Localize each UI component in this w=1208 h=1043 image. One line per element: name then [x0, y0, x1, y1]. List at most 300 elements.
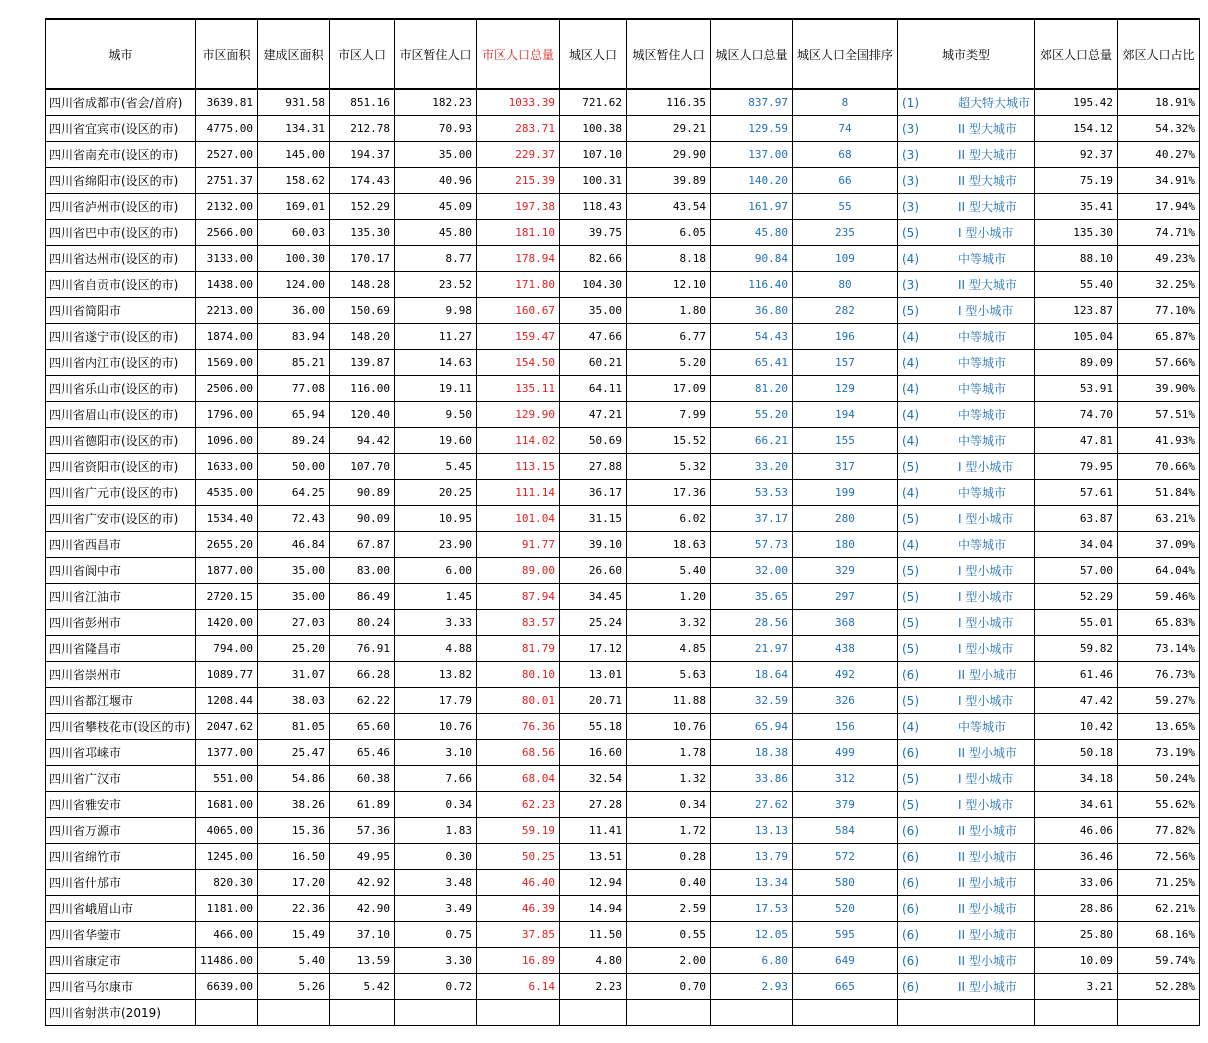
cell-city-total-pop[interactable]: 137.00	[710, 142, 792, 168]
cell-city-type[interactable]	[898, 220, 1035, 246]
cell-urban-pop[interactable]: 212.78	[329, 116, 394, 142]
cell-city[interactable]: 四川省内江市(设区的市)	[46, 350, 196, 376]
cell-built-area[interactable]: 38.03	[257, 688, 329, 714]
cell-suburb-ratio[interactable]: 64.04%	[1118, 558, 1200, 584]
cell-area[interactable]: 1877.00	[196, 558, 258, 584]
cell-city-total-pop[interactable]: 90.84	[710, 246, 792, 272]
cell-city-temp-pop[interactable]: 5.40	[626, 558, 710, 584]
cell-city-temp-pop[interactable]: 3.32	[626, 610, 710, 636]
cell-city-total-pop[interactable]: 35.65	[710, 584, 792, 610]
cell-city-total-pop[interactable]: 36.80	[710, 298, 792, 324]
cell-city-total-pop[interactable]: 837.97	[710, 89, 792, 116]
cell-suburb-pop[interactable]: 59.82	[1035, 636, 1118, 662]
cell-city-type[interactable]	[898, 272, 1035, 298]
cell-urban-pop[interactable]: 107.70	[329, 454, 394, 480]
cell-city-temp-pop[interactable]: 4.85	[626, 636, 710, 662]
cell-total-pop[interactable]: 229.37	[476, 142, 559, 168]
header-city-pop[interactable]: 城区人口	[559, 19, 626, 89]
cell-suburb-ratio[interactable]: 57.51%	[1118, 402, 1200, 428]
cell-area[interactable]: 2132.00	[196, 194, 258, 220]
cell-urban-pop[interactable]: 135.30	[329, 220, 394, 246]
cell-city-total-pop[interactable]: 32.59	[710, 688, 792, 714]
cell-city[interactable]: 四川省泸州市(设区的市)	[46, 194, 196, 220]
cell-area[interactable]: 820.30	[196, 870, 258, 896]
cell-total-pop[interactable]: 135.11	[476, 376, 559, 402]
cell-suburb-ratio[interactable]: 50.24%	[1118, 766, 1200, 792]
cell-city-type[interactable]	[898, 376, 1035, 402]
cell-city-type[interactable]	[898, 324, 1035, 350]
cell-total-pop[interactable]: 113.15	[476, 454, 559, 480]
cell-national-rank[interactable]: 235	[792, 220, 897, 246]
cell-national-rank[interactable]: 438	[792, 636, 897, 662]
cell-built-area[interactable]: 100.30	[257, 246, 329, 272]
cell-national-rank[interactable]: 329	[792, 558, 897, 584]
cell-area[interactable]: 1874.00	[196, 324, 258, 350]
cell-area[interactable]: 1377.00	[196, 740, 258, 766]
cell-city-pop[interactable]: 107.10	[559, 142, 626, 168]
header-city-temp-pop[interactable]: 城区暂住人口	[626, 19, 710, 89]
cell-city-type[interactable]	[898, 688, 1035, 714]
cell-temp-pop[interactable]: 1.45	[394, 584, 476, 610]
cell-city-type[interactable]	[898, 896, 1035, 922]
cell-urban-pop[interactable]: 42.90	[329, 896, 394, 922]
cell-urban-pop[interactable]: 194.37	[329, 142, 394, 168]
cell-city-total-pop[interactable]: 66.21	[710, 428, 792, 454]
cell-city-temp-pop[interactable]: 10.76	[626, 714, 710, 740]
cell-built-area[interactable]: 46.84	[257, 532, 329, 558]
cell-suburb-ratio[interactable]: 18.91%	[1118, 89, 1200, 116]
cell-national-rank[interactable]: 499	[792, 740, 897, 766]
cell-city-type[interactable]	[898, 142, 1035, 168]
cell-urban-pop[interactable]: 62.22	[329, 688, 394, 714]
cell-city-type[interactable]	[898, 428, 1035, 454]
cell-city-pop[interactable]: 16.60	[559, 740, 626, 766]
cell-national-rank[interactable]: 155	[792, 428, 897, 454]
cell-built-area[interactable]: 85.21	[257, 350, 329, 376]
cell-area[interactable]: 2506.00	[196, 376, 258, 402]
cell-city-type[interactable]	[898, 168, 1035, 194]
cell-area[interactable]: 2566.00	[196, 220, 258, 246]
cell-city[interactable]: 四川省隆昌市	[46, 636, 196, 662]
cell-city-type[interactable]	[898, 558, 1035, 584]
cell-urban-pop[interactable]: 90.89	[329, 480, 394, 506]
cell-area[interactable]: 1569.00	[196, 350, 258, 376]
cell-national-rank[interactable]: 492	[792, 662, 897, 688]
cell-national-rank[interactable]: 580	[792, 870, 897, 896]
cell-national-rank[interactable]: 199	[792, 480, 897, 506]
cell-suburb-ratio[interactable]: 76.73%	[1118, 662, 1200, 688]
cell-suburb-ratio[interactable]: 34.91%	[1118, 168, 1200, 194]
cell-suburb-ratio[interactable]: 52.28%	[1118, 974, 1200, 1000]
cell-area[interactable]: 4775.00	[196, 116, 258, 142]
cell-total-pop[interactable]: 68.56	[476, 740, 559, 766]
cell-suburb-pop[interactable]: 75.19	[1035, 168, 1118, 194]
cell-city-total-pop[interactable]: 53.53	[710, 480, 792, 506]
cell-urban-pop[interactable]: 60.38	[329, 766, 394, 792]
cell-city-temp-pop[interactable]: 12.10	[626, 272, 710, 298]
cell-area[interactable]: 1633.00	[196, 454, 258, 480]
cell-urban-pop[interactable]: 37.10	[329, 922, 394, 948]
cell-city-type[interactable]	[898, 480, 1035, 506]
cell-total-pop[interactable]: 1033.39	[476, 89, 559, 116]
cell-city-temp-pop[interactable]: 29.21	[626, 116, 710, 142]
cell-total-pop[interactable]: 37.85	[476, 922, 559, 948]
cell-city[interactable]: 四川省邛崃市	[46, 740, 196, 766]
cell-total-pop[interactable]: 81.79	[476, 636, 559, 662]
cell-suburb-pop[interactable]: 154.12	[1035, 116, 1118, 142]
cell-urban-pop[interactable]: 65.60	[329, 714, 394, 740]
cell-urban-pop[interactable]: 150.69	[329, 298, 394, 324]
cell-city-type[interactable]	[898, 818, 1035, 844]
cell-built-area[interactable]: 50.00	[257, 454, 329, 480]
cell-national-rank[interactable]: 74	[792, 116, 897, 142]
cell-total-pop[interactable]: 83.57	[476, 610, 559, 636]
header-temp-pop[interactable]: 市区暂住人口	[394, 19, 476, 89]
cell-city-pop[interactable]: 82.66	[559, 246, 626, 272]
cell-built-area[interactable]	[257, 1000, 329, 1026]
cell-temp-pop[interactable]: 1.83	[394, 818, 476, 844]
cell-area[interactable]: 1208.44	[196, 688, 258, 714]
cell-national-rank[interactable]: 572	[792, 844, 897, 870]
cell-city-temp-pop[interactable]: 6.02	[626, 506, 710, 532]
cell-suburb-ratio[interactable]	[1118, 1000, 1200, 1026]
cell-city-type[interactable]	[898, 610, 1035, 636]
cell-suburb-ratio[interactable]: 59.46%	[1118, 584, 1200, 610]
cell-city-total-pop[interactable]: 57.73	[710, 532, 792, 558]
cell-area[interactable]: 1181.00	[196, 896, 258, 922]
cell-city-type[interactable]	[898, 584, 1035, 610]
cell-total-pop[interactable]: 171.80	[476, 272, 559, 298]
cell-city-pop[interactable]: 13.51	[559, 844, 626, 870]
cell-national-rank[interactable]: 109	[792, 246, 897, 272]
cell-city[interactable]: 四川省阆中市	[46, 558, 196, 584]
cell-built-area[interactable]: 35.00	[257, 558, 329, 584]
cell-city-pop[interactable]: 11.41	[559, 818, 626, 844]
cell-city-total-pop[interactable]: 32.00	[710, 558, 792, 584]
cell-urban-pop[interactable]: 170.17	[329, 246, 394, 272]
cell-city[interactable]: 四川省德阳市(设区的市)	[46, 428, 196, 454]
cell-city-pop[interactable]: 100.38	[559, 116, 626, 142]
cell-area[interactable]: 466.00	[196, 922, 258, 948]
header-suburb-pop[interactable]: 郊区人口总量	[1035, 19, 1118, 89]
cell-suburb-pop[interactable]: 3.21	[1035, 974, 1118, 1000]
header-city-type[interactable]: 城市类型	[898, 19, 1035, 89]
cell-city-type[interactable]	[898, 194, 1035, 220]
cell-area[interactable]: 2213.00	[196, 298, 258, 324]
cell-temp-pop[interactable]: 45.80	[394, 220, 476, 246]
cell-national-rank[interactable]: 129	[792, 376, 897, 402]
cell-suburb-ratio[interactable]: 77.82%	[1118, 818, 1200, 844]
cell-city[interactable]: 四川省彭州市	[46, 610, 196, 636]
cell-total-pop[interactable]: 101.04	[476, 506, 559, 532]
cell-city-pop[interactable]: 47.66	[559, 324, 626, 350]
cell-urban-pop[interactable]: 90.09	[329, 506, 394, 532]
cell-temp-pop[interactable]	[394, 1000, 476, 1026]
cell-city-total-pop[interactable]: 2.93	[710, 974, 792, 1000]
cell-city-temp-pop[interactable]: 1.20	[626, 584, 710, 610]
cell-city-temp-pop[interactable]: 116.35	[626, 89, 710, 116]
header-urban-pop[interactable]: 市区人口	[329, 19, 394, 89]
cell-suburb-ratio[interactable]: 17.94%	[1118, 194, 1200, 220]
cell-area[interactable]: 551.00	[196, 766, 258, 792]
cell-urban-pop[interactable]: 139.87	[329, 350, 394, 376]
cell-city-type[interactable]	[898, 454, 1035, 480]
cell-city[interactable]: 四川省乐山市(设区的市)	[46, 376, 196, 402]
cell-suburb-pop[interactable]: 53.91	[1035, 376, 1118, 402]
cell-city-type[interactable]	[898, 792, 1035, 818]
header-city-total-pop[interactable]: 城区人口总量	[710, 19, 792, 89]
cell-city-pop[interactable]: 64.11	[559, 376, 626, 402]
cell-temp-pop[interactable]: 0.75	[394, 922, 476, 948]
cell-built-area[interactable]: 16.50	[257, 844, 329, 870]
cell-built-area[interactable]: 124.00	[257, 272, 329, 298]
header-national-rank[interactable]: 城区人口全国排序	[792, 19, 897, 89]
cell-built-area[interactable]: 72.43	[257, 506, 329, 532]
cell-built-area[interactable]: 145.00	[257, 142, 329, 168]
cell-suburb-pop[interactable]: 25.80	[1035, 922, 1118, 948]
cell-suburb-pop[interactable]: 63.87	[1035, 506, 1118, 532]
cell-city[interactable]: 四川省什邡市	[46, 870, 196, 896]
cell-city[interactable]: 四川省崇州市	[46, 662, 196, 688]
cell-city-total-pop[interactable]: 17.53	[710, 896, 792, 922]
cell-built-area[interactable]: 38.26	[257, 792, 329, 818]
cell-city-type[interactable]	[898, 402, 1035, 428]
cell-city-pop[interactable]: 13.01	[559, 662, 626, 688]
cell-national-rank[interactable]: 80	[792, 272, 897, 298]
cell-suburb-pop[interactable]: 10.42	[1035, 714, 1118, 740]
cell-national-rank[interactable]: 312	[792, 766, 897, 792]
cell-national-rank[interactable]: 180	[792, 532, 897, 558]
cell-area[interactable]: 3639.81	[196, 89, 258, 116]
cell-city[interactable]: 四川省成都市(省会/首府)	[46, 89, 196, 116]
cell-urban-pop[interactable]: 76.91	[329, 636, 394, 662]
cell-total-pop[interactable]: 16.89	[476, 948, 559, 974]
cell-national-rank[interactable]	[792, 1000, 897, 1026]
cell-urban-pop[interactable]: 94.42	[329, 428, 394, 454]
cell-city-type[interactable]	[898, 350, 1035, 376]
cell-built-area[interactable]: 158.62	[257, 168, 329, 194]
cell-city-pop[interactable]: 27.28	[559, 792, 626, 818]
cell-city[interactable]: 四川省峨眉山市	[46, 896, 196, 922]
cell-urban-pop[interactable]: 851.16	[329, 89, 394, 116]
cell-national-rank[interactable]: 297	[792, 584, 897, 610]
cell-city[interactable]: 四川省华蓥市	[46, 922, 196, 948]
cell-suburb-ratio[interactable]: 63.21%	[1118, 506, 1200, 532]
cell-urban-pop[interactable]: 42.92	[329, 870, 394, 896]
cell-urban-pop[interactable]	[329, 1000, 394, 1026]
cell-city[interactable]: 四川省江油市	[46, 584, 196, 610]
cell-city-pop[interactable]: 60.21	[559, 350, 626, 376]
cell-total-pop[interactable]: 283.71	[476, 116, 559, 142]
cell-built-area[interactable]: 36.00	[257, 298, 329, 324]
cell-city-type[interactable]	[898, 766, 1035, 792]
cell-temp-pop[interactable]: 4.88	[394, 636, 476, 662]
cell-city-type[interactable]	[898, 1000, 1035, 1026]
cell-area[interactable]: 794.00	[196, 636, 258, 662]
cell-urban-pop[interactable]: 80.24	[329, 610, 394, 636]
cell-built-area[interactable]: 27.03	[257, 610, 329, 636]
cell-built-area[interactable]: 15.36	[257, 818, 329, 844]
cell-urban-pop[interactable]: 61.89	[329, 792, 394, 818]
cell-suburb-pop[interactable]: 55.01	[1035, 610, 1118, 636]
cell-suburb-ratio[interactable]: 65.87%	[1118, 324, 1200, 350]
cell-suburb-pop[interactable]: 55.40	[1035, 272, 1118, 298]
cell-temp-pop[interactable]: 3.48	[394, 870, 476, 896]
cell-city-temp-pop[interactable]: 0.70	[626, 974, 710, 1000]
cell-built-area[interactable]: 65.94	[257, 402, 329, 428]
cell-area[interactable]: 1534.40	[196, 506, 258, 532]
cell-area[interactable]: 2751.37	[196, 168, 258, 194]
cell-city-type[interactable]	[898, 636, 1035, 662]
cell-built-area[interactable]: 169.01	[257, 194, 329, 220]
cell-suburb-ratio[interactable]: 39.90%	[1118, 376, 1200, 402]
cell-urban-pop[interactable]: 152.29	[329, 194, 394, 220]
cell-city-temp-pop[interactable]: 2.00	[626, 948, 710, 974]
cell-area[interactable]: 6639.00	[196, 974, 258, 1000]
cell-city-type[interactable]	[898, 506, 1035, 532]
cell-city-temp-pop[interactable]: 43.54	[626, 194, 710, 220]
cell-city-total-pop[interactable]: 54.43	[710, 324, 792, 350]
cell-built-area[interactable]: 54.86	[257, 766, 329, 792]
cell-suburb-ratio[interactable]: 37.09%	[1118, 532, 1200, 558]
cell-area[interactable]: 3133.00	[196, 246, 258, 272]
cell-total-pop[interactable]: 50.25	[476, 844, 559, 870]
cell-city-type[interactable]	[898, 714, 1035, 740]
cell-suburb-pop[interactable]: 36.46	[1035, 844, 1118, 870]
cell-city[interactable]: 四川省广安市(设区的市)	[46, 506, 196, 532]
cell-suburb-pop[interactable]: 61.46	[1035, 662, 1118, 688]
cell-suburb-pop[interactable]: 47.81	[1035, 428, 1118, 454]
cell-national-rank[interactable]: 8	[792, 89, 897, 116]
cell-city[interactable]: 四川省万源市	[46, 818, 196, 844]
cell-national-rank[interactable]: 584	[792, 818, 897, 844]
cell-suburb-pop[interactable]: 79.95	[1035, 454, 1118, 480]
cell-suburb-pop[interactable]: 57.61	[1035, 480, 1118, 506]
cell-built-area[interactable]: 5.26	[257, 974, 329, 1000]
cell-city-temp-pop[interactable]: 1.32	[626, 766, 710, 792]
cell-total-pop[interactable]: 181.10	[476, 220, 559, 246]
cell-temp-pop[interactable]: 10.95	[394, 506, 476, 532]
cell-suburb-ratio[interactable]: 59.27%	[1118, 688, 1200, 714]
cell-city-temp-pop[interactable]: 2.59	[626, 896, 710, 922]
cell-built-area[interactable]: 5.40	[257, 948, 329, 974]
cell-city-type[interactable]	[898, 948, 1035, 974]
cell-city-pop[interactable]: 100.31	[559, 168, 626, 194]
cell-city-total-pop[interactable]: 18.64	[710, 662, 792, 688]
cell-temp-pop[interactable]: 17.79	[394, 688, 476, 714]
cell-total-pop[interactable]: 91.77	[476, 532, 559, 558]
cell-urban-pop[interactable]: 174.43	[329, 168, 394, 194]
cell-urban-pop[interactable]: 83.00	[329, 558, 394, 584]
cell-suburb-ratio[interactable]: 51.84%	[1118, 480, 1200, 506]
cell-city-pop[interactable]: 35.00	[559, 298, 626, 324]
cell-national-rank[interactable]: 520	[792, 896, 897, 922]
cell-city-pop[interactable]: 32.54	[559, 766, 626, 792]
cell-city-pop[interactable]: 25.24	[559, 610, 626, 636]
cell-national-rank[interactable]: 282	[792, 298, 897, 324]
cell-area[interactable]	[196, 1000, 258, 1026]
cell-city[interactable]: 四川省眉山市(设区的市)	[46, 402, 196, 428]
cell-temp-pop[interactable]: 19.60	[394, 428, 476, 454]
cell-suburb-pop[interactable]: 28.86	[1035, 896, 1118, 922]
cell-city-temp-pop[interactable]: 6.77	[626, 324, 710, 350]
cell-city[interactable]: 四川省绵阳市(设区的市)	[46, 168, 196, 194]
cell-temp-pop[interactable]: 7.66	[394, 766, 476, 792]
cell-temp-pop[interactable]: 0.34	[394, 792, 476, 818]
cell-city-type[interactable]	[898, 116, 1035, 142]
cell-city-type[interactable]	[898, 844, 1035, 870]
cell-national-rank[interactable]: 379	[792, 792, 897, 818]
cell-city-temp-pop[interactable]: 39.89	[626, 168, 710, 194]
cell-urban-pop[interactable]: 86.49	[329, 584, 394, 610]
cell-suburb-pop[interactable]: 34.61	[1035, 792, 1118, 818]
cell-city[interactable]: 四川省雅安市	[46, 792, 196, 818]
cell-suburb-pop[interactable]: 74.70	[1035, 402, 1118, 428]
cell-suburb-pop[interactable]: 135.30	[1035, 220, 1118, 246]
cell-total-pop[interactable]: 59.19	[476, 818, 559, 844]
cell-city-total-pop[interactable]: 13.13	[710, 818, 792, 844]
cell-temp-pop[interactable]: 23.52	[394, 272, 476, 298]
cell-suburb-pop[interactable]: 92.37	[1035, 142, 1118, 168]
cell-city[interactable]: 四川省宜宾市(设区的市)	[46, 116, 196, 142]
cell-city-total-pop[interactable]: 33.86	[710, 766, 792, 792]
cell-total-pop[interactable]: 68.04	[476, 766, 559, 792]
cell-city-total-pop[interactable]: 81.20	[710, 376, 792, 402]
cell-suburb-ratio[interactable]: 68.16%	[1118, 922, 1200, 948]
cell-city-type[interactable]	[898, 974, 1035, 1000]
cell-suburb-pop[interactable]: 34.04	[1035, 532, 1118, 558]
cell-total-pop[interactable]: 62.23	[476, 792, 559, 818]
cell-city-pop[interactable]: 39.10	[559, 532, 626, 558]
cell-suburb-pop[interactable]: 33.06	[1035, 870, 1118, 896]
cell-city-temp-pop[interactable]: 7.99	[626, 402, 710, 428]
cell-area[interactable]: 1245.00	[196, 844, 258, 870]
cell-urban-pop[interactable]: 67.87	[329, 532, 394, 558]
cell-city-temp-pop[interactable]: 6.05	[626, 220, 710, 246]
cell-total-pop[interactable]: 159.47	[476, 324, 559, 350]
cell-temp-pop[interactable]: 70.93	[394, 116, 476, 142]
cell-built-area[interactable]: 31.07	[257, 662, 329, 688]
cell-city-total-pop[interactable]: 45.80	[710, 220, 792, 246]
cell-city-temp-pop[interactable]: 11.88	[626, 688, 710, 714]
cell-city-total-pop[interactable]: 55.20	[710, 402, 792, 428]
cell-city-temp-pop[interactable]: 17.09	[626, 376, 710, 402]
cell-suburb-pop[interactable]: 195.42	[1035, 89, 1118, 116]
cell-temp-pop[interactable]: 14.63	[394, 350, 476, 376]
cell-city-pop[interactable]: 47.21	[559, 402, 626, 428]
cell-national-rank[interactable]: 194	[792, 402, 897, 428]
cell-city-pop[interactable]: 104.30	[559, 272, 626, 298]
header-built-area[interactable]: 建成区面积	[257, 19, 329, 89]
cell-built-area[interactable]: 17.20	[257, 870, 329, 896]
cell-area[interactable]: 4065.00	[196, 818, 258, 844]
cell-area[interactable]: 2527.00	[196, 142, 258, 168]
cell-city-type[interactable]	[898, 740, 1035, 766]
cell-suburb-pop[interactable]: 123.87	[1035, 298, 1118, 324]
cell-city-pop[interactable]: 39.75	[559, 220, 626, 246]
cell-city[interactable]: 四川省达州市(设区的市)	[46, 246, 196, 272]
cell-built-area[interactable]: 15.49	[257, 922, 329, 948]
cell-suburb-ratio[interactable]: 41.93%	[1118, 428, 1200, 454]
cell-total-pop[interactable]: 6.14	[476, 974, 559, 1000]
cell-city-pop[interactable]: 12.94	[559, 870, 626, 896]
cell-total-pop[interactable]: 178.94	[476, 246, 559, 272]
cell-urban-pop[interactable]: 120.40	[329, 402, 394, 428]
cell-city-type[interactable]	[898, 922, 1035, 948]
cell-temp-pop[interactable]: 9.98	[394, 298, 476, 324]
cell-suburb-pop[interactable]: 57.00	[1035, 558, 1118, 584]
cell-city[interactable]: 四川省广汉市	[46, 766, 196, 792]
